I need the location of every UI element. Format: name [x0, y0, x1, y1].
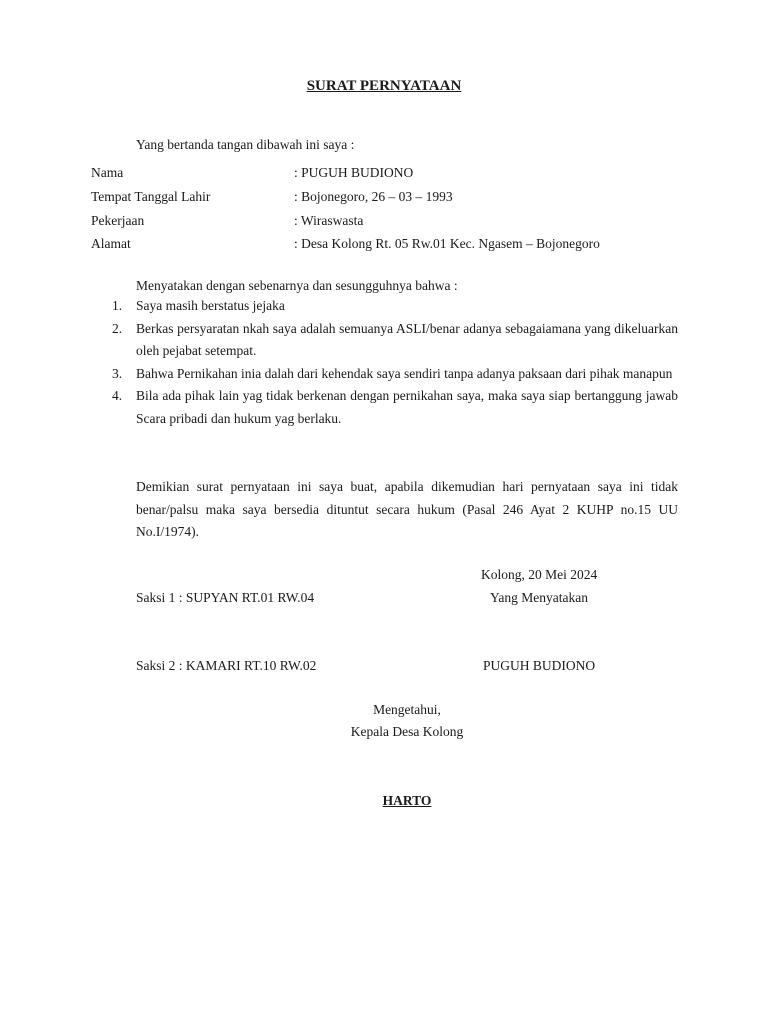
place-date: Kolong, 20 Mei 2024: [481, 567, 598, 582]
field-value-pekerjaan: : Wiraswasta: [294, 213, 364, 228]
list-item: [110, 363, 678, 386]
village-head-name: HARTO: [382, 793, 432, 808]
declarant-name: PUGUH BUDIONO: [483, 658, 596, 673]
list-item: [110, 295, 678, 318]
closing-paragraph: Demikian surat pernyataan ini saya buat, apabila dikemudian hari pernyataan saya ini tidak benar/palsu maka saya bersedia dituntut secara hukum (Pasal 246 Ayat 2 KUHP no.15 UU No.I/1974).: [136, 479, 678, 540]
list-text: Saya masih berstatus jejaka: [136, 298, 285, 313]
declarant-label: Yang Menyatakan: [490, 590, 588, 605]
list-item: [110, 385, 678, 430]
witness-1: Saksi 1 : SUPYAN RT.01 RW.04: [136, 590, 315, 605]
list-number: 3.: [112, 365, 123, 381]
intro-text: Yang bertanda tangan dibawah ini saya :: [136, 137, 355, 152]
list-text: Bila ada pihak lain yag tidak berkenan dengan pernikahan saya, maka saya siap bertanggung jawab Scara pribadi dan hukum yag berlaku.: [136, 388, 678, 426]
list-number: 2.: [112, 320, 123, 336]
list-text: Berkas persyaratan nkah saya adalah semuanya ASLI/benar adanya sebagaiamana yang dikeluarkan oleh pejabat setempat.: [136, 320, 678, 359]
field-label-alamat: Alamat: [91, 236, 131, 251]
field-value-ttl: : Bojonegoro, 26 – 03 – 1993: [294, 189, 453, 204]
field-value-alamat: : Desa Kolong Rt. 05 Rw.01 Kec. Ngasem – Bojonegoro: [294, 236, 600, 251]
statement-intro: Menyatakan dengan sebenarnya dan sesungguhnya bahwa :: [136, 278, 458, 293]
acknowledged-label: Mengetahui,: [373, 702, 441, 717]
document-title: SURAT PERNYATAAN: [306, 78, 462, 94]
statement-list: [110, 295, 678, 431]
list-text: Bahwa Pernikahan inia dalah dari kehendak saya sendiri tanpa adanya paksaan dari pihak manapun: [136, 365, 673, 381]
list-number: 4.: [112, 388, 123, 404]
field-label-nama: Nama: [91, 165, 124, 180]
list-number: 1.: [112, 298, 123, 313]
village-head-title: Kepala Desa Kolong: [350, 724, 464, 739]
witness-2: Saksi 2 : KAMARI RT.10 RW.02: [136, 658, 317, 673]
field-label-ttl: Tempat Tanggal Lahir: [91, 189, 211, 204]
list-item: [110, 318, 678, 363]
field-value-nama: : PUGUH BUDIONO: [294, 165, 414, 180]
field-label-pekerjaan: Pekerjaan: [91, 213, 145, 228]
